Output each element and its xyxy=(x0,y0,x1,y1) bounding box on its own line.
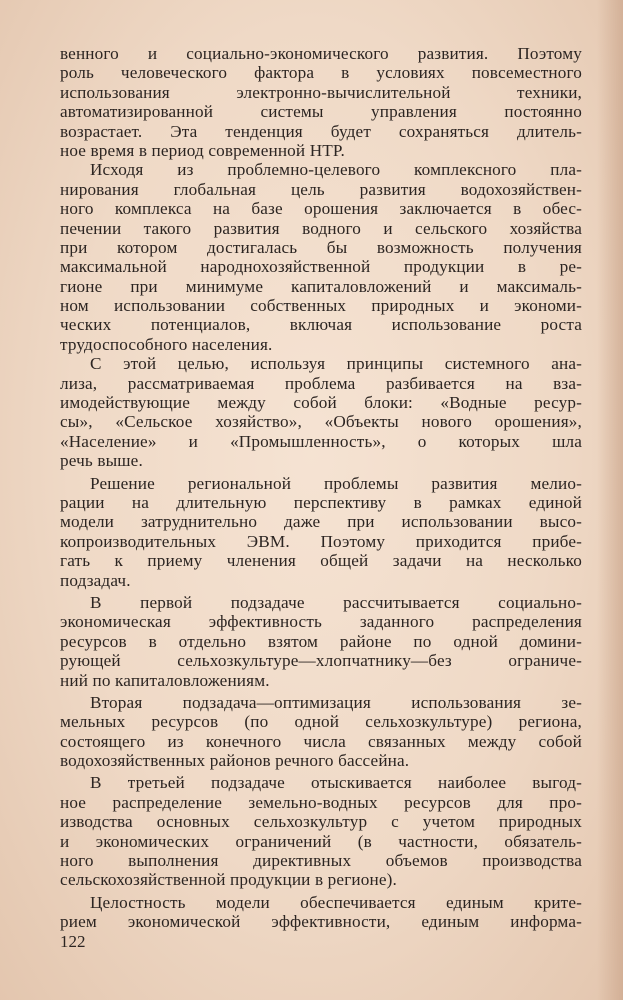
paragraph-8 xyxy=(60,893,582,932)
text-line: гать к приему членения общей задачи на несколько xyxy=(60,551,582,571)
body-text xyxy=(60,44,582,932)
text-line: рием экономической эффективности, единым информа- xyxy=(60,912,582,932)
text-line: использования электронно-вычислительной техники, xyxy=(60,82,582,102)
text-line: речь выше. xyxy=(60,451,143,471)
text-line: экономическая эффективность заданного распределения xyxy=(60,612,582,632)
page-edge-shadow xyxy=(597,0,623,1000)
text-line: ресурсов в отдельно взятом районе по одной домини- xyxy=(60,631,582,651)
text-line: водохозяйственных районов речного бассейна. xyxy=(60,751,410,771)
text-line: Целостность модели обеспечивается единым крите- xyxy=(90,892,582,912)
paragraph-5 xyxy=(60,593,582,690)
text-line: ного комплекса на базе орошения заключается в обес- xyxy=(60,199,582,219)
paragraph-3 xyxy=(60,354,582,470)
text-line: ческих потенциалов, включая использование роста xyxy=(60,315,582,335)
text-line: роль человеческого фактора в условиях повсеместного xyxy=(60,63,582,83)
text-line: В первой подзадаче рассчитывается социально- xyxy=(90,592,582,612)
page-number: 122 xyxy=(60,932,86,951)
text-line: состоящего из конечного числа связанных между собой xyxy=(60,731,582,751)
text-line: С этой целью, используя принципы системного ана- xyxy=(90,354,582,374)
text-line: В третьей подзадаче отыскивается наиболее выгод- xyxy=(90,773,582,793)
text-line: копроизводительных ЭВМ. Поэтому приходится прибе- xyxy=(60,531,582,551)
text-line: сы», «Сельское хозяйство», «Объекты нового орошения», xyxy=(60,412,582,432)
paragraph-4 xyxy=(60,474,582,590)
text-line: венного и социально-экономического развития. Поэтому xyxy=(60,44,582,63)
text-line: изводства основных сельхозкультур с учетом природных xyxy=(60,812,582,832)
text-line: автоматизированной системы управления постоянно xyxy=(60,102,582,122)
paragraph-2 xyxy=(60,160,582,354)
paragraph-6 xyxy=(60,693,582,771)
text-line: подзадач. xyxy=(60,570,131,590)
text-line: ний по капиталовложениям. xyxy=(60,670,270,690)
text-line: рующей сельхозкультуре—хлопчатнику—без ограниче- xyxy=(60,651,582,671)
text-line: печении такого развития водного и сельского хозяйства xyxy=(60,218,582,238)
text-line: нирования глобальная цель развития водохозяйствен- xyxy=(60,179,582,199)
paragraph-1 xyxy=(60,44,582,160)
text-line: ном использовании собственных природных и экономи- xyxy=(60,296,582,316)
text-line: «Население» и «Промышленность», о которых шла xyxy=(60,431,582,451)
text-line: мельных ресурсов (по одной сельхозкультуре) региона, xyxy=(60,712,582,732)
text-line: и экономических ограничений (в частности, обязатель- xyxy=(60,831,582,851)
text-line: Решение региональной проблемы развития мелио- xyxy=(90,473,582,493)
text-line: лиза, рассматриваемая проблема разбивается на вза- xyxy=(60,373,582,393)
text-line: рации на длительную перспективу в рамках единой xyxy=(60,492,582,512)
text-line: при котором достигалась бы возможность получения xyxy=(60,237,582,257)
text-line: Вторая подзадача—оптимизация использования зе- xyxy=(90,692,582,712)
text-line: Исходя из проблемно-целевого комплексного пла- xyxy=(90,160,582,180)
text-line: ного выполнения директивных объемов производства xyxy=(60,851,582,871)
text-line: ное время в период современной НТР. xyxy=(60,140,345,160)
text-line: имодействующие между собой блоки: «Водные ресур- xyxy=(60,393,582,413)
text-line: максимальной народнохозяйственной продукции в ре- xyxy=(60,257,582,277)
text-line: модели затруднительно даже при использовании высо- xyxy=(60,512,582,532)
text-line: сельскохозяйственной продукции в регионе). xyxy=(60,870,397,890)
text-line: гионе при минимуме капиталовложений и максималь- xyxy=(60,276,582,296)
paragraph-7 xyxy=(60,773,582,889)
text-line: возрастает. Эта тенденция будет сохраняться длитель- xyxy=(60,121,582,141)
text-line: трудоспособного населения. xyxy=(60,334,273,354)
text-line: ное распределение земельно-водных ресурсов для про- xyxy=(60,792,582,812)
